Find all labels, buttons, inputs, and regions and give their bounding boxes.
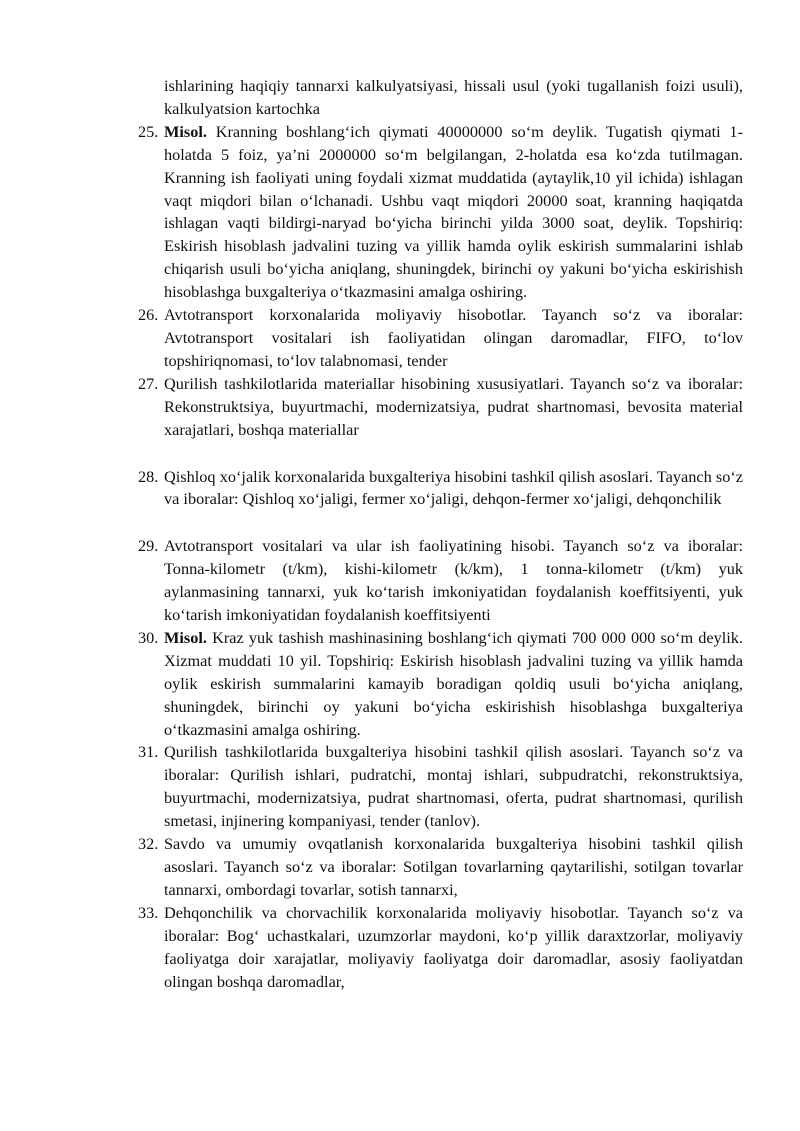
item-number: 27. — [138, 373, 159, 393]
question-list — [138, 75, 743, 993]
list-item-28 — [138, 466, 743, 512]
paragraph-gap — [138, 442, 743, 466]
item-body: Kranning boshlang‘ich qiymati 40000000 so‘m deylik. Tugatish qiymati 1-holatda 5 foiz, ya’ni 2000000 so‘m belgilangan, 2-holatda esa ko‘zda tutilmagan. Kranning ish faoliyati uning foydali xizmat muddatida (aytaylik,10 yil ichida) ishlagan vaqt miqdori bilan o‘lchanadi. Ushbu vaqt miqdori 20000 soat, kranning haqiqatda ishlagan vaqti bildirgi-naryad bo‘yicha birinchi yilda 3000 soat, deylik. Topshiriq: Eskirish hisoblash jadvalini tuzing va yillik hamda oylik eskirish summalarini ishlab chiqarish usuli bo‘yicha aniqlang, shuningdek, birinchi oy yakuni bo‘yicha eskirishish hisoblashga buxgalteriya o‘tkazmasini amalga oshiring. — [164, 121, 743, 302]
item-number: 25. — [138, 121, 159, 141]
item-text: Qurilish tashkilotlarida buxgalteriya hisobini tashkil qilish asoslari. Tayanch so‘z va iboralar: Qurilish ishlari, pudratchi, montaj ishlari, subpudratchi, rekonstruktsiya, buyurtmachi, modernizatsiya, pudrat shartnomasi, oferta, pudrat shartnomasi, qurilish smetasi, injinering kompaniyasi, tender (tanlov). — [164, 742, 743, 831]
item-text: Avtotransport korxonalarida moliyaviy hisobotlar. Tayanch so‘z va iboralar: Avtotransport vositalari ish faoliyatidan olingan daromadlar, FIFO, to‘lov topshiriqnomasi, to‘lov talabnomasi, tender — [164, 305, 743, 370]
item-text: Qishloq xo‘jalik korxonalarida buxgalteriya hisobini tashkil qilish asoslari. Tayanch so‘z va iboralar: Qishloq xo‘jaligi, fermer xo‘jaligi, dehqon-fermer xo‘jaligi, dehqonchilik — [164, 466, 743, 509]
item-text: Savdo va umumiy ovqatlanish korxonalarida buxgalteriya hisobini tashkil qilish asoslari. Tayanch so‘z va iboralar: Sotilgan tovarlarning qaytarilishi, sotilgan tovarlar tannarxi, ombordagi tovarlar, sotish tannarxi, — [164, 834, 743, 899]
list-item-27 — [138, 373, 743, 442]
list-item-33 — [138, 902, 743, 994]
item-text — [164, 627, 743, 742]
list-item-32 — [138, 833, 743, 902]
item-text: Avtotransport vositalari va ular ish faoliyatining hisobi. Tayanch so‘z va iboralar: Tonna-kilometr (t/km), kishi-kilometr (k/km), 1 tonna-kilometr (t/km) yuk aylanmasining tannarxi, yuk ko‘tarish imkoniyatidan foydalanish koeffitsiyenti, yuk ko‘tarish imkoniyatidan foydalanish koeffitsiyenti — [164, 536, 743, 625]
item-number: 32. — [138, 834, 159, 854]
item-number: 28. — [138, 466, 159, 486]
list-item-26 — [138, 304, 743, 373]
list-item-25 — [138, 121, 743, 304]
item-text: Qurilish tashkilotlarida materiallar hisobining xususiyatlari. Tayanch so‘z va iboralar: Rekonstruktsiya, buyurtmachi, modernizatsiya, pudrat shartnomasi, bevosita material xarajatlari, boshqa materiallar — [164, 373, 743, 439]
item-number: 26. — [138, 305, 159, 325]
item-number: 29. — [138, 536, 159, 556]
item-number: 30. — [138, 627, 159, 647]
list-item-30 — [138, 627, 743, 742]
item-text: Dehqonchilik va chorvachilik korxonalarida moliyaviy hisobotlar. Tayanch so‘z va iboralar: Bog‘ uchastkalari, uzumzorlar maydoni, ko‘p yillik daraxtzorlar, moliyaviy faoliyatga doir xarajatlar, moliyaviy faoliyatga doir daromadlar, asosiy faoliyatdan olingan boshqa daromadlar, — [164, 902, 743, 991]
item-number: 31. — [138, 742, 159, 762]
list-item-31 — [138, 741, 743, 833]
misol-label: Misol. — [164, 627, 207, 647]
item-text — [164, 121, 743, 304]
list-item-29 — [138, 535, 743, 627]
misol-label: Misol. — [164, 121, 207, 141]
continuation-text: ishlarining haqiqiy tannarxi kalkulyatsiyasi, hissali usul (yoki tugallanish foizi usuli), kalkulyatsion kartochka — [164, 76, 743, 118]
item-body: Kraz yuk tashish mashinasining boshlang‘ich qiymati 700 000 000 so‘m deylik. Xizmat muddati 10 yil. Topshiriq: Eskirish hisoblash jadvalini tuzing va yillik hamda oylik eskirish summalarini kamayib boradigan qoldiq usuli bo‘yicha aniqlang, shuningdek, birinchi oy yakuni bo‘yicha eskirishish hisoblashga buxgalteriya o‘tkazmasini amalga oshiring. — [164, 627, 743, 739]
item-number: 33. — [138, 902, 159, 922]
paragraph-gap — [138, 511, 743, 535]
